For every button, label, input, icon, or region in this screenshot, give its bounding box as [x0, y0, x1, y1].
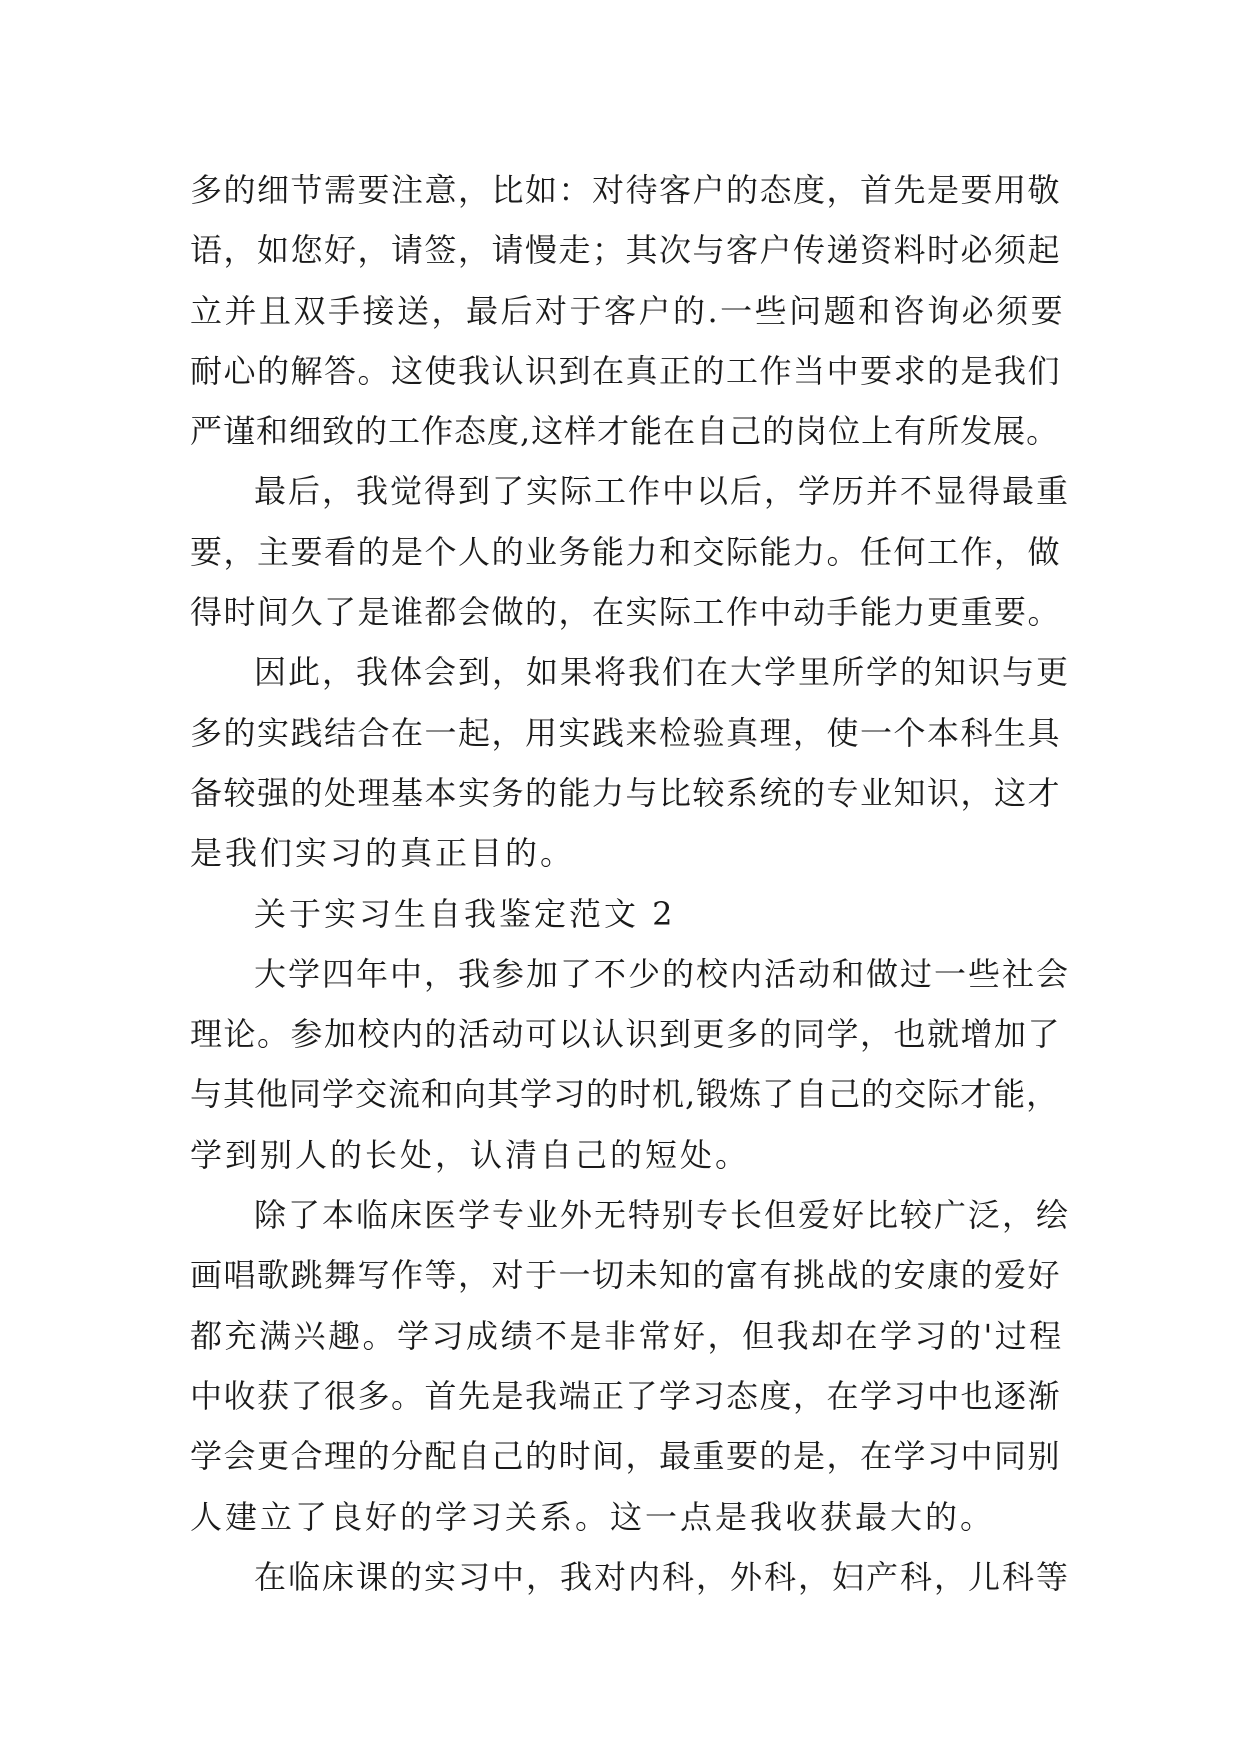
text-line: 耐心的解答。这使我认识到在真正的工作当中要求的是我们 [190, 351, 1062, 390]
paragraph-first-line: 在临床课的实习中，我对内科，外科，妇产科，儿科等 [254, 1557, 1071, 1596]
text-line: 与其他同学交流和向其学习的时机,锻炼了自己的交际才能， [190, 1075, 1060, 1114]
document-body [190, 160, 1070, 1607]
text-line: 语，如您好，请签，请慢走；其次与客户传递资料时必须起 [190, 231, 1062, 270]
text-line: 学会更合理的分配自己的时间，最重要的是，在学习中同别 [190, 1437, 1062, 1476]
text-line: 严谨和细致的工作态度,这样才能在自己的岗位上有所发展。 [190, 412, 1060, 451]
text-line: 备较强的处理基本实务的能力与比较系统的专业知识，这才 [190, 773, 1062, 812]
paragraph-first-line: 最后，我觉得到了实际工作中以后，学历并不显得最重 [254, 472, 1071, 511]
paragraph-first-line: 大学四年中，我参加了不少的校内活动和做过一些社会 [254, 954, 1071, 993]
text-line: 多的实践结合在一起，用实践来检验真理，使一个本科生具 [190, 713, 1062, 752]
text-line: 立并且双手接送，最后对于客户的.一些问题和咨询必须要 [190, 291, 1066, 330]
text-line: 多的细节需要注意，比如：对待客户的态度，首先是要用敬 [190, 171, 1062, 209]
text-line: 人建立了良好的学习关系。这一点是我收获最大的。 [190, 1497, 996, 1536]
text-line: 要，主要看的是个人的业务能力和交际能力。任何工作，做 [190, 532, 1062, 571]
text-line: 中收获了很多。首先是我端正了学习态度，在学习中也逐渐 [190, 1376, 1062, 1415]
paragraph-first-line: 因此，我体会到，如果将我们在大学里所学的知识与更 [254, 653, 1071, 692]
text-line: 得时间久了是谁都会做的，在实际工作中动手能力更重要。 [190, 593, 1062, 632]
text-line: 都充满兴趣。学习成绩不是非常好，但我却在学习的'过程 [190, 1316, 1064, 1355]
text-line: 学到别人的长处，认清自己的短处。 [190, 1135, 751, 1174]
text-line: 理论。参加校内的活动可以认识到更多的同学，也就增加了 [190, 1015, 1062, 1054]
paragraph-first-line: 除了本临床医学专业外无特别专长但爱好比较广泛，绘 [254, 1196, 1071, 1235]
text-line: 是我们实习的真正目的。 [190, 834, 576, 873]
text-line: 画唱歌跳舞写作等，对于一切未知的富有挑战的安康的爱好 [190, 1256, 1062, 1295]
section-heading: 关于实习生自我鉴定范文 2 [254, 894, 676, 933]
